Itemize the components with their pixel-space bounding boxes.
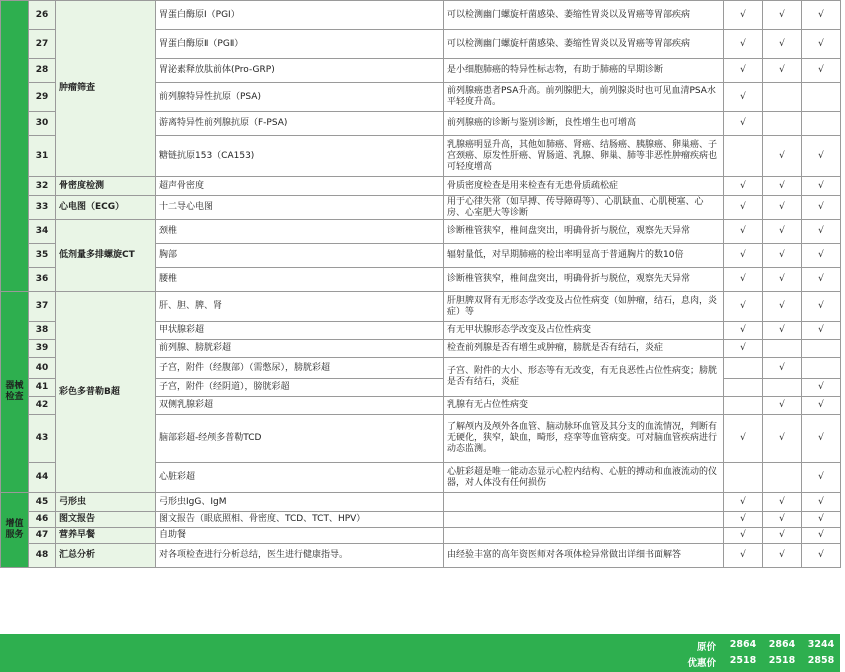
item-name: 弓形虫IgG、IgM — [156, 493, 444, 512]
category-cell: 器械检查 — [1, 292, 29, 493]
item-description: 骨质密度检查是用来检查有无患骨质疏松症 — [444, 177, 724, 196]
row-number: 31 — [29, 136, 56, 177]
group-cell: 弓形虫 — [56, 493, 156, 512]
item-name: 胸部 — [156, 244, 444, 268]
row-number: 48 — [29, 544, 56, 568]
item-description: 可以检测幽门螺旋杆菌感染、萎缩性胃炎以及胃癌等胃部疾病 — [444, 1, 724, 30]
group-cell: 彩色多普勒B超 — [56, 292, 156, 493]
package-3-check: √ — [802, 220, 841, 244]
row-number: 42 — [29, 397, 56, 415]
item-description: 是小细胞肺癌的特异性标志物，有助于肺癌的早期诊断 — [444, 59, 724, 83]
package-2-check: √ — [763, 358, 802, 379]
package-3-check: √ — [802, 292, 841, 322]
row-number: 29 — [29, 83, 56, 112]
table-row — [1, 1, 841, 30]
package-3-check: √ — [802, 244, 841, 268]
item-description: 可以检测幽门螺旋杆菌感染、萎缩性胃炎以及胃癌等胃部疾病 — [444, 30, 724, 59]
row-number: 26 — [29, 1, 56, 30]
package-2-check: √ — [763, 136, 802, 177]
package-3-check — [802, 340, 841, 358]
package-1-check: √ — [724, 415, 763, 463]
package-3-check: √ — [802, 322, 841, 340]
table-row — [1, 177, 841, 196]
discount-price-label: 优惠价 — [687, 658, 716, 669]
item-description — [444, 528, 724, 544]
package-1-check: √ — [724, 292, 763, 322]
package-3-check: √ — [802, 30, 841, 59]
row-number: 35 — [29, 244, 56, 268]
item-name: 子宫，附件（经腹部）（需憋尿），膀胱彩超 — [156, 358, 444, 379]
group-cell: 营养早餐 — [56, 528, 156, 544]
category-cell: 增值服务 — [1, 493, 29, 568]
item-name: 子宫，附件（经阴道），膀胱彩超 — [156, 379, 444, 397]
item-name: 游离特异性前列腺抗原（F-PSA) — [156, 112, 444, 136]
category-cell — [1, 1, 29, 292]
group-cell: 肿瘤筛查 — [56, 1, 156, 177]
item-name: 超声骨密度 — [156, 177, 444, 196]
row-number: 32 — [29, 177, 56, 196]
item-description: 诊断椎管狭窄，椎间盘突出，明确骨折与脱位，观察先天异常 — [444, 220, 724, 244]
package-2-check: √ — [763, 220, 802, 244]
item-description: 子宫、附件的大小、形态等有无改变，有无良恶性占位性病变；膀胱是否有结石，炎症 — [444, 358, 724, 397]
item-description: 辐射量低，对早期肺癌的检出率明显高于普通胸片的数10倍 — [444, 244, 724, 268]
package-2-check — [763, 340, 802, 358]
package-3-check: √ — [802, 379, 841, 397]
item-name: 图文报告（眼底照相、骨密度、TCD、TCT、HPV） — [156, 512, 444, 528]
package-2-check: √ — [763, 30, 802, 59]
package-1-check: √ — [724, 244, 763, 268]
item-description: 前列腺癌的诊断与鉴别诊断，良性增生也可增高 — [444, 112, 724, 136]
discount-price-1: 2518 — [729, 655, 757, 666]
row-number: 44 — [29, 463, 56, 493]
item-description: 乳腺癌明显升高，其他如肺癌、肾癌、结肠癌、胰腺癌、卵巢癌、子宫颈癌、原发性肝癌、胃肠道、乳腺、卵巢、肺等非恶性肿瘤疾病也可轻度增高 — [444, 136, 724, 177]
row-number: 36 — [29, 268, 56, 292]
item-name: 颈椎 — [156, 220, 444, 244]
row-number: 45 — [29, 493, 56, 512]
package-1-check: √ — [724, 493, 763, 512]
table-row — [1, 292, 841, 322]
item-name: 糖链抗原153（CA153) — [156, 136, 444, 177]
item-description: 检查前列腺是否有增生或肿瘤，膀胱是否有结石，炎症 — [444, 340, 724, 358]
package-3-check: √ — [802, 268, 841, 292]
package-2-check: √ — [763, 59, 802, 83]
item-description: 前列腺癌患者PSA升高。前列腺肥大，前列腺炎时也可见血清PSA水平轻度升高。 — [444, 83, 724, 112]
package-1-check: √ — [724, 340, 763, 358]
group-cell: 心电图（ECG） — [56, 196, 156, 220]
row-number: 30 — [29, 112, 56, 136]
row-number: 39 — [29, 340, 56, 358]
item-name: 腰椎 — [156, 268, 444, 292]
package-2-check — [763, 379, 802, 397]
package-2-check — [763, 112, 802, 136]
original-price-label: 原价 — [696, 642, 716, 653]
package-3-check: √ — [802, 528, 841, 544]
item-name: 十二导心电图 — [156, 196, 444, 220]
package-3-check: √ — [802, 196, 841, 220]
package-3-check: √ — [802, 136, 841, 177]
package-2-check: √ — [763, 244, 802, 268]
row-number: 38 — [29, 322, 56, 340]
package-2-check — [763, 83, 802, 112]
item-description: 肝胆脾双肾有无形态学改变及占位性病变（如肿瘤，结石，息肉，炎症）等 — [444, 292, 724, 322]
table-row — [1, 544, 841, 568]
table-row — [1, 220, 841, 244]
row-number: 27 — [29, 30, 56, 59]
package-3-check — [802, 358, 841, 379]
group-cell: 低剂量多排螺旋CT — [56, 220, 156, 292]
row-number: 43 — [29, 415, 56, 463]
package-1-check — [724, 136, 763, 177]
item-name: 肝、胆、脾、肾 — [156, 292, 444, 322]
package-1-check: √ — [724, 268, 763, 292]
item-description — [444, 512, 724, 528]
table-row — [1, 512, 841, 528]
package-2-check: √ — [763, 292, 802, 322]
package-2-check: √ — [763, 1, 802, 30]
row-number: 37 — [29, 292, 56, 322]
item-name: 脑部彩超-经颅多普勒TCD — [156, 415, 444, 463]
package-3-check — [802, 83, 841, 112]
item-name: 心脏彩超 — [156, 463, 444, 493]
row-number: 40 — [29, 358, 56, 379]
package-1-check: √ — [724, 59, 763, 83]
package-3-check: √ — [802, 59, 841, 83]
row-number: 41 — [29, 379, 56, 397]
package-2-check: √ — [763, 322, 802, 340]
package-1-check: √ — [724, 83, 763, 112]
package-1-check: √ — [724, 528, 763, 544]
package-1-check: √ — [724, 220, 763, 244]
package-3-check: √ — [802, 397, 841, 415]
original-price-2: 2864 — [768, 639, 796, 650]
group-cell: 汇总分析 — [56, 544, 156, 568]
item-description: 用于心律失常（如早搏、传导障碍等）、心肌缺血、心肌梗塞、心房、心室肥大等诊断 — [444, 196, 724, 220]
item-name: 甲状腺彩超 — [156, 322, 444, 340]
table-row — [1, 196, 841, 220]
package-1-check: √ — [724, 30, 763, 59]
row-number: 33 — [29, 196, 56, 220]
item-name: 胃泌素释放肽前体(Pro-GRP) — [156, 59, 444, 83]
package-2-check — [763, 463, 802, 493]
item-description: 了解颅内及颅外各血管、脑动脉环血管及其分支的血流情况，判断有无硬化，狭窄，缺血，畸形，痉挛等血管病变。可对脑血管疾病进行动态监测。 — [444, 415, 724, 463]
discount-price-2: 2518 — [768, 655, 796, 666]
original-price-1: 2864 — [729, 639, 757, 650]
package-1-check: √ — [724, 544, 763, 568]
package-2-check: √ — [763, 528, 802, 544]
package-1-check — [724, 463, 763, 493]
package-1-check: √ — [724, 196, 763, 220]
package-3-check: √ — [802, 493, 841, 512]
item-name: 胃蛋白酶原Ⅱ（PGⅡ） — [156, 30, 444, 59]
item-name: 对各项检查进行分析总结，医生进行健康指导。 — [156, 544, 444, 568]
item-name: 双侧乳腺彩超 — [156, 397, 444, 415]
package-3-check: √ — [802, 177, 841, 196]
item-name: 前列腺特异性抗原（PSA) — [156, 83, 444, 112]
group-cell: 骨密度检测 — [56, 177, 156, 196]
item-description: 乳腺有无占位性病变 — [444, 397, 724, 415]
row-number: 47 — [29, 528, 56, 544]
package-1-check — [724, 379, 763, 397]
package-3-check — [802, 112, 841, 136]
package-2-check: √ — [763, 544, 802, 568]
package-2-check: √ — [763, 512, 802, 528]
package-3-check: √ — [802, 463, 841, 493]
item-name: 前列腺、膀胱彩超 — [156, 340, 444, 358]
package-3-check: √ — [802, 1, 841, 30]
package-3-check: √ — [802, 512, 841, 528]
package-1-check — [724, 358, 763, 379]
package-3-check: √ — [802, 415, 841, 463]
item-name: 胃蛋白酶原Ⅰ（PGⅠ） — [156, 1, 444, 30]
package-1-check — [724, 397, 763, 415]
package-2-check: √ — [763, 196, 802, 220]
package-1-check: √ — [724, 322, 763, 340]
package-1-check: √ — [724, 1, 763, 30]
item-name: 自助餐 — [156, 528, 444, 544]
discount-price-3: 2858 — [807, 655, 835, 666]
original-price-3: 3244 — [807, 639, 835, 650]
price-summary-bar — [0, 634, 840, 672]
item-description: 有无甲状腺形态学改变及占位性病变 — [444, 322, 724, 340]
item-description: 由经验丰富的高年资医师对各项体检异常做出详细书面解答 — [444, 544, 724, 568]
table-row — [1, 493, 841, 512]
package-2-check: √ — [763, 177, 802, 196]
package-2-check: √ — [763, 268, 802, 292]
package-2-check: √ — [763, 415, 802, 463]
package-1-check: √ — [724, 177, 763, 196]
package-3-check: √ — [802, 544, 841, 568]
package-1-check: √ — [724, 512, 763, 528]
item-description — [444, 493, 724, 512]
item-description: 心脏彩超是唯一能动态显示心腔内结构、心脏的搏动和血液流动的仪器，对人体没有任何损伤 — [444, 463, 724, 493]
item-description: 诊断椎管狭窄，椎间盘突出，明确骨折与脱位，观察先天异常 — [444, 268, 724, 292]
package-2-check: √ — [763, 397, 802, 415]
group-cell: 图文报告 — [56, 512, 156, 528]
table-row — [1, 528, 841, 544]
package-2-check: √ — [763, 493, 802, 512]
row-number: 46 — [29, 512, 56, 528]
package-1-check: √ — [724, 112, 763, 136]
row-number: 28 — [29, 59, 56, 83]
row-number: 34 — [29, 220, 56, 244]
